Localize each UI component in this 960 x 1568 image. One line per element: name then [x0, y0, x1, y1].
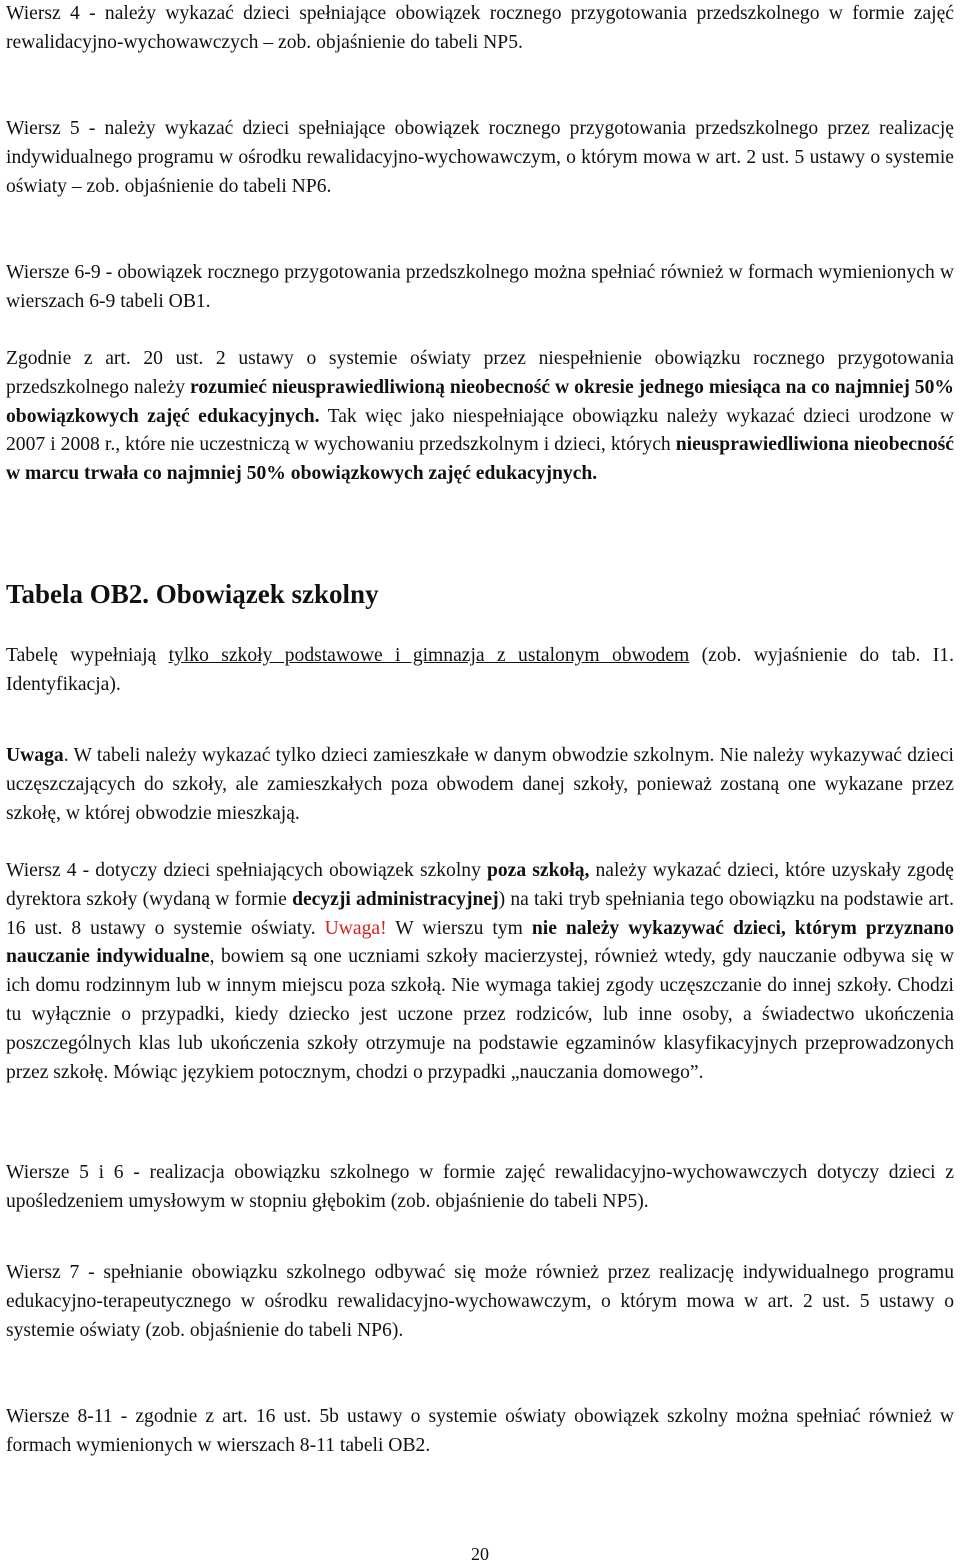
paragraph-row4-school: [6, 857, 954, 1087]
nonfulfillment-text-a: Zgodnie z art. 20 ust. 2 ustawy o systemie oświaty przez niespełnienie obowiązku rocznego przygotowania przedszkolnego należy: [6, 348, 954, 398]
paragraph-nonfulfillment: [6, 345, 954, 489]
nonfulfillment-bold-d: nieusprawiedliwiona nieobecność w marcu trwała co najmniej 50% obowiązkowych zajęć edukacyjnych.: [6, 434, 955, 485]
note-label: Uwaga: [6, 745, 64, 766]
row4-text-c: należy wykazać dzieci, które uzyskały zgodę dyrektora szkoły (wydaną w formie: [6, 860, 954, 910]
section-heading-ob2: Tabela OB2. Obowiązek szkolny: [6, 579, 379, 609]
paragraph-ob2-note: [6, 742, 954, 828]
scope-text-c: (zob. wyjaśnienie do tab. I1. Identyfikacja).: [6, 645, 954, 695]
row4-bold-h: nie należy wykazywać dzieci, którym przyznano nauczanie indywidualne: [6, 917, 954, 968]
scope-text-a: Tabelę wypełniają: [6, 645, 169, 666]
paragraph-row5-preschool: Wiersz 5 - należy wykazać dzieci spełniające obowiązek rocznego przygotowania przedszkolnego przez realizację indywidualnego programu w ośrodku rewalidacyjno-wychowawczym, o którym mowa w art. 2 ust. 5 ustawy o systemie oświaty – zob. objaśnienie do tabeli NP6.: [6, 118, 954, 197]
paragraph-rows6-9-preschool: Wiersze 6-9 - obowiązek rocznego przygotowania przedszkolnego można spełniać również w formach wymienionych w wierszach 6-9 tabeli OB1.: [6, 262, 954, 312]
paragraph-row7-school: Wiersz 7 - spełnianie obowiązku szkolnego odbywać się może również przez realizację indywidualnego programu edukacyjno-terapeutycznego w ośrodku rewalidacyjno-wychowawczym, o którym mowa w art. 2 ust. 5 ustawy o systemie oświaty (zob. objaśnienie do tabeli NP6).: [6, 1262, 954, 1341]
paragraph-rows5-6-school: Wiersze 5 i 6 - realizacja obowiązku szkolnego w formie zajęć rewalidacyjno-wychowawczych dotyczy dzieci z upośledzeniem umysłowym w stopniu głębokim (zob. objaśnienie do tabeli NP5).: [6, 1162, 954, 1212]
row4-text-i: , bowiem są one uczniami szkoły macierzystej, również wtedy, gdy nauczanie odbywa się w ich domu rodzinnym lub w innym miejscu poza szkołą. Nie wymaga takiej zgody uczęszczanie do innej szkoły. Chodzi tu wyłącznie o przypadki, kiedy dziecko jest uczone przez rodziców, lub inne osoby, a świadectwo ukończenia poszczególnych klas lub ukończenia szkoły otrzymuje na podstawie egzaminów klasyfikacyjnych przeprowadzonych przez szkołę. Mówiąc językiem potocznym, chodzi o przypadki „nauczania domowego”.: [6, 946, 954, 1083]
row4-text-a: Wiersz 4 - dotyczy dzieci spełniających obowiązek szkolny: [6, 860, 487, 881]
row4-text-e: ) na taki tryb spełniania tego obowiązku na podstawie art. 16 ust. 8 ustawy o systemie oświaty.: [6, 888, 955, 939]
row4-warning-label: Uwaga!: [324, 917, 387, 939]
row4-bold-d: decyzji administracyjnej: [292, 888, 499, 910]
paragraph-rows8-11-school: Wiersze 8-11 - zgodnie z art. 16 ust. 5b ustawy o systemie oświaty obowiązek szkolny można spełniać również w formach wymienionych w wierszach 8-11 tabeli OB2.: [6, 1406, 954, 1456]
nonfulfillment-text-c: Tak więc jako niespełniające obowiązku należy wykazać dzieci urodzone w 2007 i 2008 r., które nie uczestniczą w wychowaniu przedszkolnym i dzieci, których: [6, 405, 954, 456]
scope-underlined-b: tylko szkoły podstawowe i gimnazja z ustalonym obwodem: [168, 645, 690, 666]
paragraph-ob2-scope: [6, 642, 954, 700]
page-number: 20: [471, 1544, 489, 1564]
note-text: . W tabeli należy wykazać tylko dzieci zamieszkałe w danym obwodzie szkolnym. Nie należy wykazywać dzieci uczęszczających do szkoły, ale zamieszkałych poza obwodem danej szkoły, ponieważ zostaną one wykazane przez szkołę, w której obwodzie mieszkają.: [6, 745, 954, 824]
paragraph-row4-preschool: Wiersz 4 - należy wykazać dzieci spełniające obowiązek rocznego przygotowania przedszkolnego w formie zajęć rewalidacyjno-wychowawczych – zob. objaśnienie do tabeli NP5.: [6, 3, 954, 53]
row4-text-g: W wierszu tym: [386, 917, 532, 939]
nonfulfillment-bold-b: rozumieć nieusprawiedliwioną nieobecność w okresie jednego miesiąca na co najmniej 50% obowiązkowych zajęć edukacyjnych.: [6, 376, 954, 427]
row4-bold-b: poza szkołą,: [486, 860, 590, 881]
